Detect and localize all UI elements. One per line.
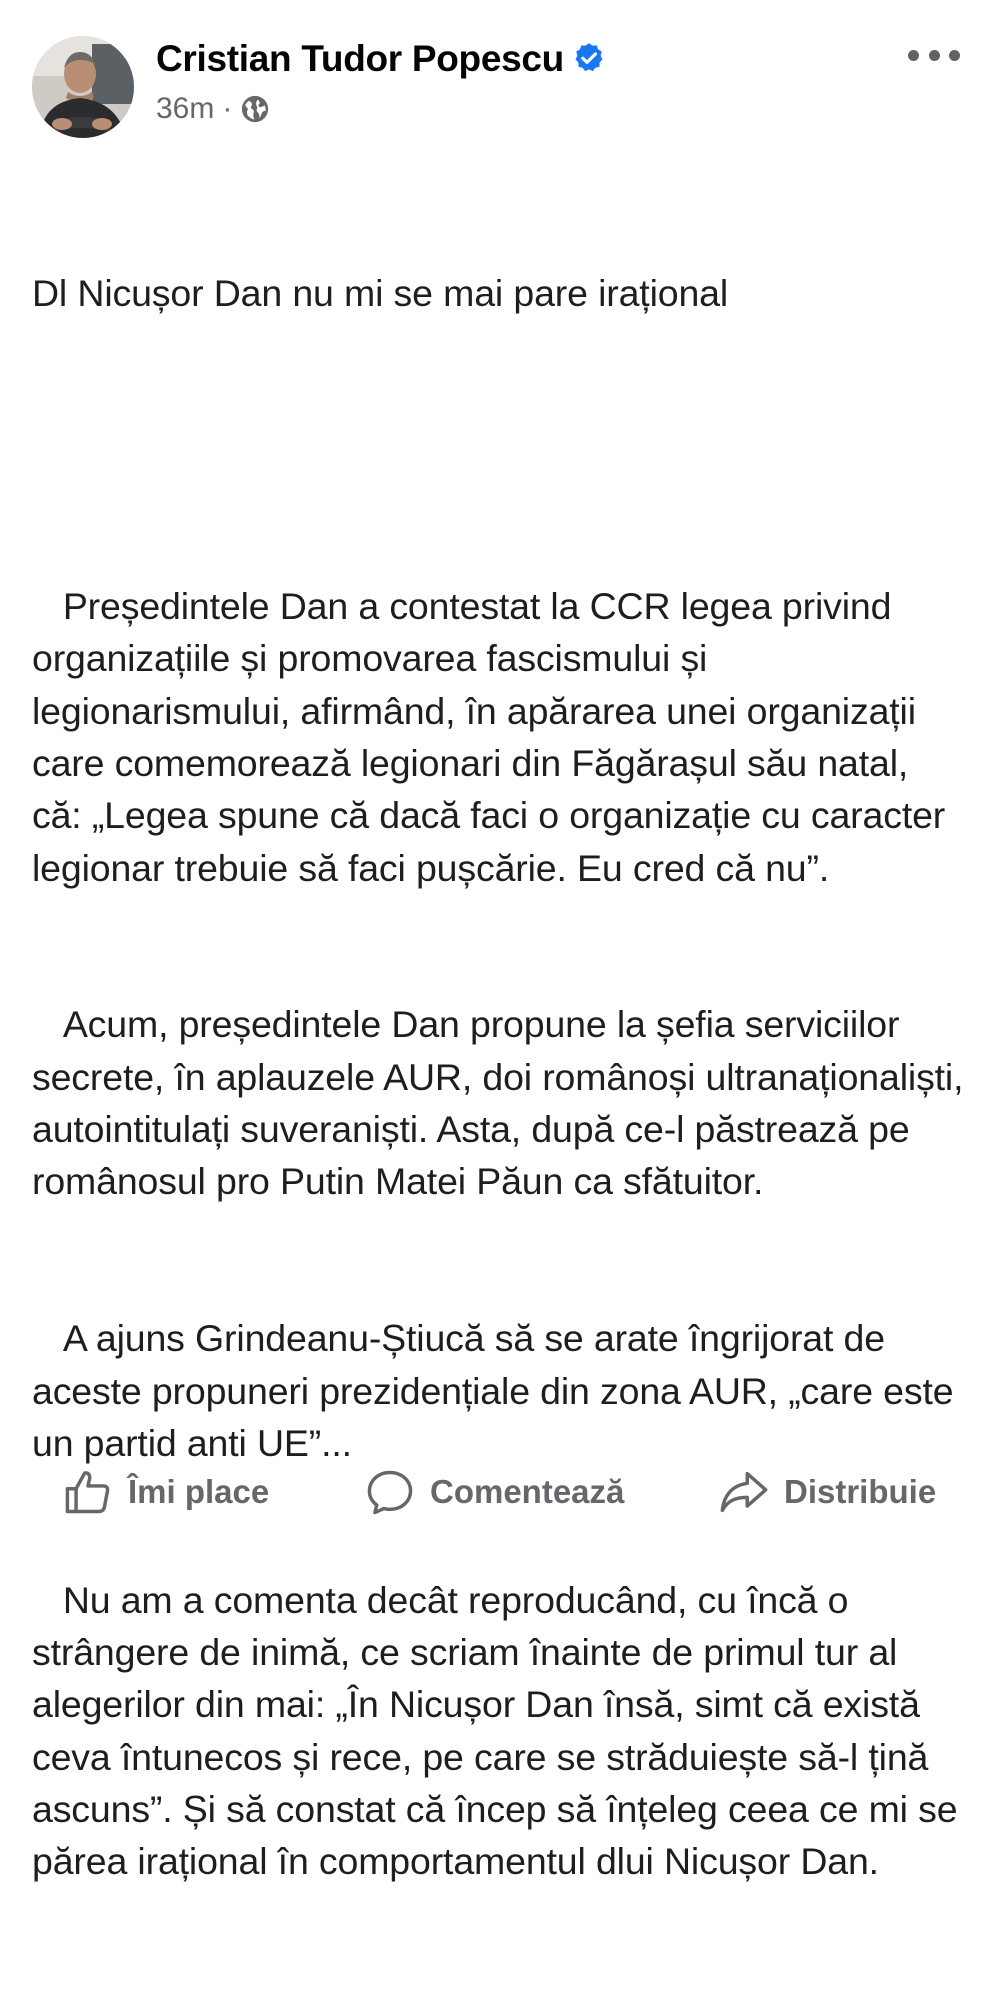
verified-badge-icon	[572, 41, 606, 75]
post-title: Dl Nicușor Dan nu mi se mai pare irațional	[32, 271, 729, 314]
globe-icon[interactable]	[240, 94, 270, 124]
comment-label: Comentează	[430, 1473, 625, 1510]
post-timestamp[interactable]: 36m	[156, 92, 215, 125]
more-dot-icon	[929, 50, 940, 61]
more-dot-icon	[949, 50, 960, 61]
share-label: Distribuie	[784, 1473, 937, 1510]
post-body	[32, 162, 974, 1992]
more-options-button[interactable]	[908, 40, 960, 70]
post-paragraph-1: Președintele Dan a contestat la CCR legea privind organizațiile și promovarea fascismului și legionarismului, afirmând, în apărarea unei organizații care comemorează legionari din Făgărașul său natal, că: „Legea spune că dacă faci o organizație cu caracter legionar trebuie să faci pușcărie. Eu cred că nu”.	[32, 585, 956, 889]
post-paragraph-4: Nu am a comenta decât reproducând, cu încă o strângere de inimă, ce scriam înainte de primul tur al alegerilor din mai: „În Nicușor Dan însă, simt că există ceva întunecos și rece, pe care se străduiește să-l țină ascuns”. Și să constat că încep să înțeleg ceea ce mi se părea irațional în comportamentul dlui Nicușor Dan.	[32, 1578, 968, 1883]
author-avatar[interactable]	[32, 36, 134, 138]
like-label: Îmi place	[128, 1473, 270, 1510]
comment-bubble-icon	[364, 1466, 416, 1518]
author-name-text: Cristian Tudor Popescu	[156, 38, 564, 79]
thumbs-up-icon	[62, 1466, 114, 1518]
post-paragraph-2: Acum, președintele Dan propune la șefia serviciilor secrete, în aplauzele AUR, doi românoși ultranaționaliști, autointitulați suveraniști. Asta, după ce-l păstrează pe românosul pro Putin Matei Păun ca sfătuitor.	[32, 1003, 974, 1203]
author-name[interactable]	[156, 38, 606, 80]
meta-separator: ·	[222, 92, 233, 125]
share-arrow-icon	[718, 1466, 770, 1518]
post-meta	[156, 92, 270, 126]
share-button[interactable]	[718, 1466, 936, 1518]
more-dot-icon	[908, 50, 919, 61]
post-paragraph-3: A ajuns Grindeanu-Știucă să se arate îngrijorat de aceste propuneri prezidențiale din zona AUR, „care este un partid anti UE”...	[32, 1317, 964, 1464]
post-header	[32, 34, 972, 144]
avatar-photo	[32, 36, 134, 138]
paragraph-gap	[32, 423, 967, 475]
post-action-bar	[0, 1456, 991, 1532]
comment-button[interactable]	[364, 1466, 624, 1518]
like-button[interactable]	[62, 1466, 269, 1518]
